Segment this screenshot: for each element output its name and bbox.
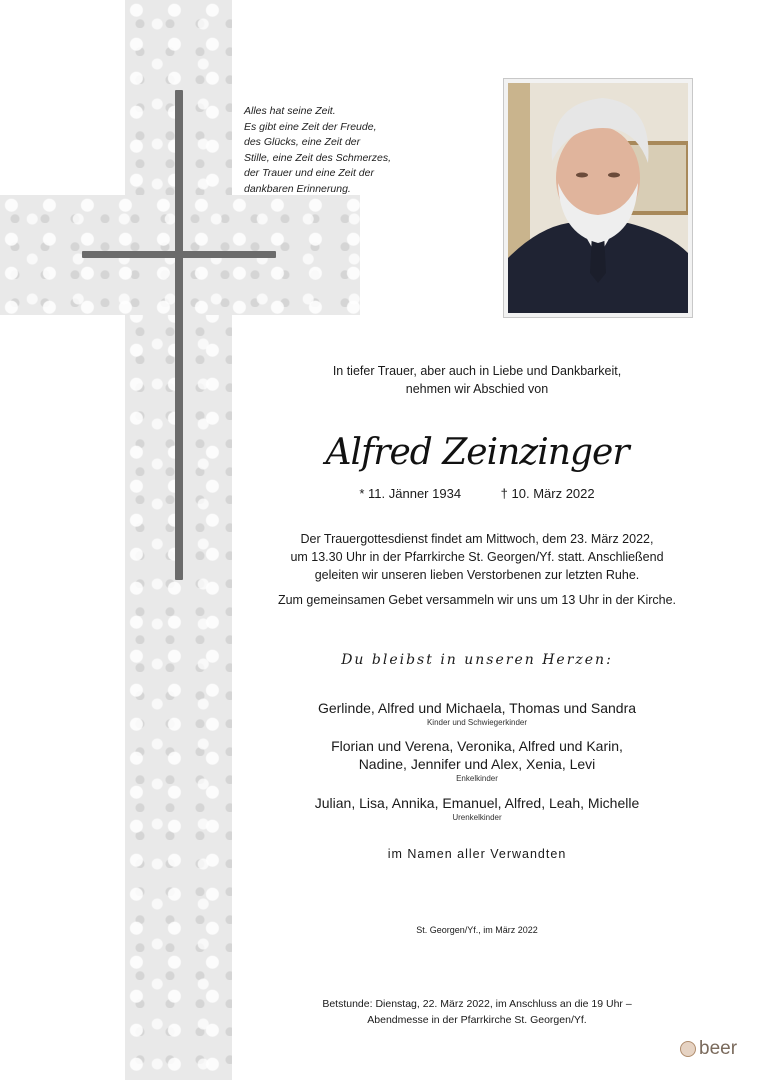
intro-line: nehmen wir Abschied von [405, 382, 549, 396]
intro-text [262, 362, 692, 398]
quote-line: Alles hat seine Zeit. [244, 105, 336, 117]
birth-date: * 11. Jänner 1934 [359, 486, 462, 501]
rosary-line: Abendmesse in der Pfarrkirche St. Georgen/Yf. [367, 1014, 587, 1026]
beer-logo [680, 1038, 737, 1060]
quote-line: der Trauer und eine Zeit der [244, 167, 374, 179]
quote-line: Es gibt eine Zeit der Freude, [244, 120, 377, 133]
children-names: Gerlinde, Alfred und Michaela, Thomas und Sandra [317, 700, 637, 716]
deceased-name: Alfred Zeinzinger [325, 432, 629, 473]
memorial-quote [244, 104, 444, 197]
cross-vertical-beam [175, 90, 183, 580]
motto-text: Du bleibst in unseren Herzen: [341, 652, 613, 668]
quote-line: dankbaren Erinnerung. [244, 182, 351, 195]
children-label: Kinder und Schwiegerkinder [426, 718, 528, 727]
rosary-line: Betstunde: Dienstag, 22. März 2022, im Anschluss an die 19 Uhr – [322, 998, 632, 1010]
service-line: Der Trauergottesdienst findet am Mittwoch, dem 23. März 2022, [300, 532, 654, 546]
family-grandchildren [262, 737, 692, 784]
great-grandchildren-names: Julian, Lisa, Annika, Emanuel, Alfred, Leah, Michelle [314, 795, 640, 811]
great-grandchildren-label: Urenkelkinder [452, 813, 502, 822]
prayer-info: Zum gemeinsamen Gebet versammeln wir uns um 13 Uhr in der Kirche. [277, 593, 677, 607]
rosary-info [262, 996, 692, 1028]
cross-horizontal-beam [82, 251, 276, 258]
family-children [262, 699, 692, 728]
intro-line: In tiefer Trauer, aber auch in Liebe und Dankbarkeit, [332, 364, 622, 378]
service-line: geleiten wir unseren lieben Verstorbenen zur letzten Ruhe. [314, 568, 640, 582]
grandchildren-label: Enkelkinder [456, 774, 498, 783]
place-date: St. Georgen/Yf., im März 2022 [416, 925, 538, 935]
on-behalf-text: im Namen aller Verwandten [387, 847, 567, 861]
portrait-photo [503, 78, 693, 318]
grandchildren-names-line1: Florian und Verena, Veronika, Alfred und Karin, [331, 738, 623, 754]
portrait-image [508, 83, 688, 313]
logo-flower-icon [680, 1041, 696, 1057]
family-great-grandchildren [262, 794, 692, 823]
quote-line: Stille, eine Zeit des Schmerzes, [244, 151, 392, 164]
logo-text: beer [699, 1038, 738, 1059]
death-date: † 10. März 2022 [500, 486, 595, 501]
service-line: um 13.30 Uhr in der Pfarrkirche St. Georgen/Yf. statt. Anschließend [290, 550, 664, 564]
quote-line: des Glücks, eine Zeit der [244, 136, 361, 148]
life-dates [262, 486, 692, 501]
grandchildren-names-line2: Nadine, Jennifer und Alex, Xenia, Levi [358, 756, 596, 772]
service-info [262, 530, 692, 584]
